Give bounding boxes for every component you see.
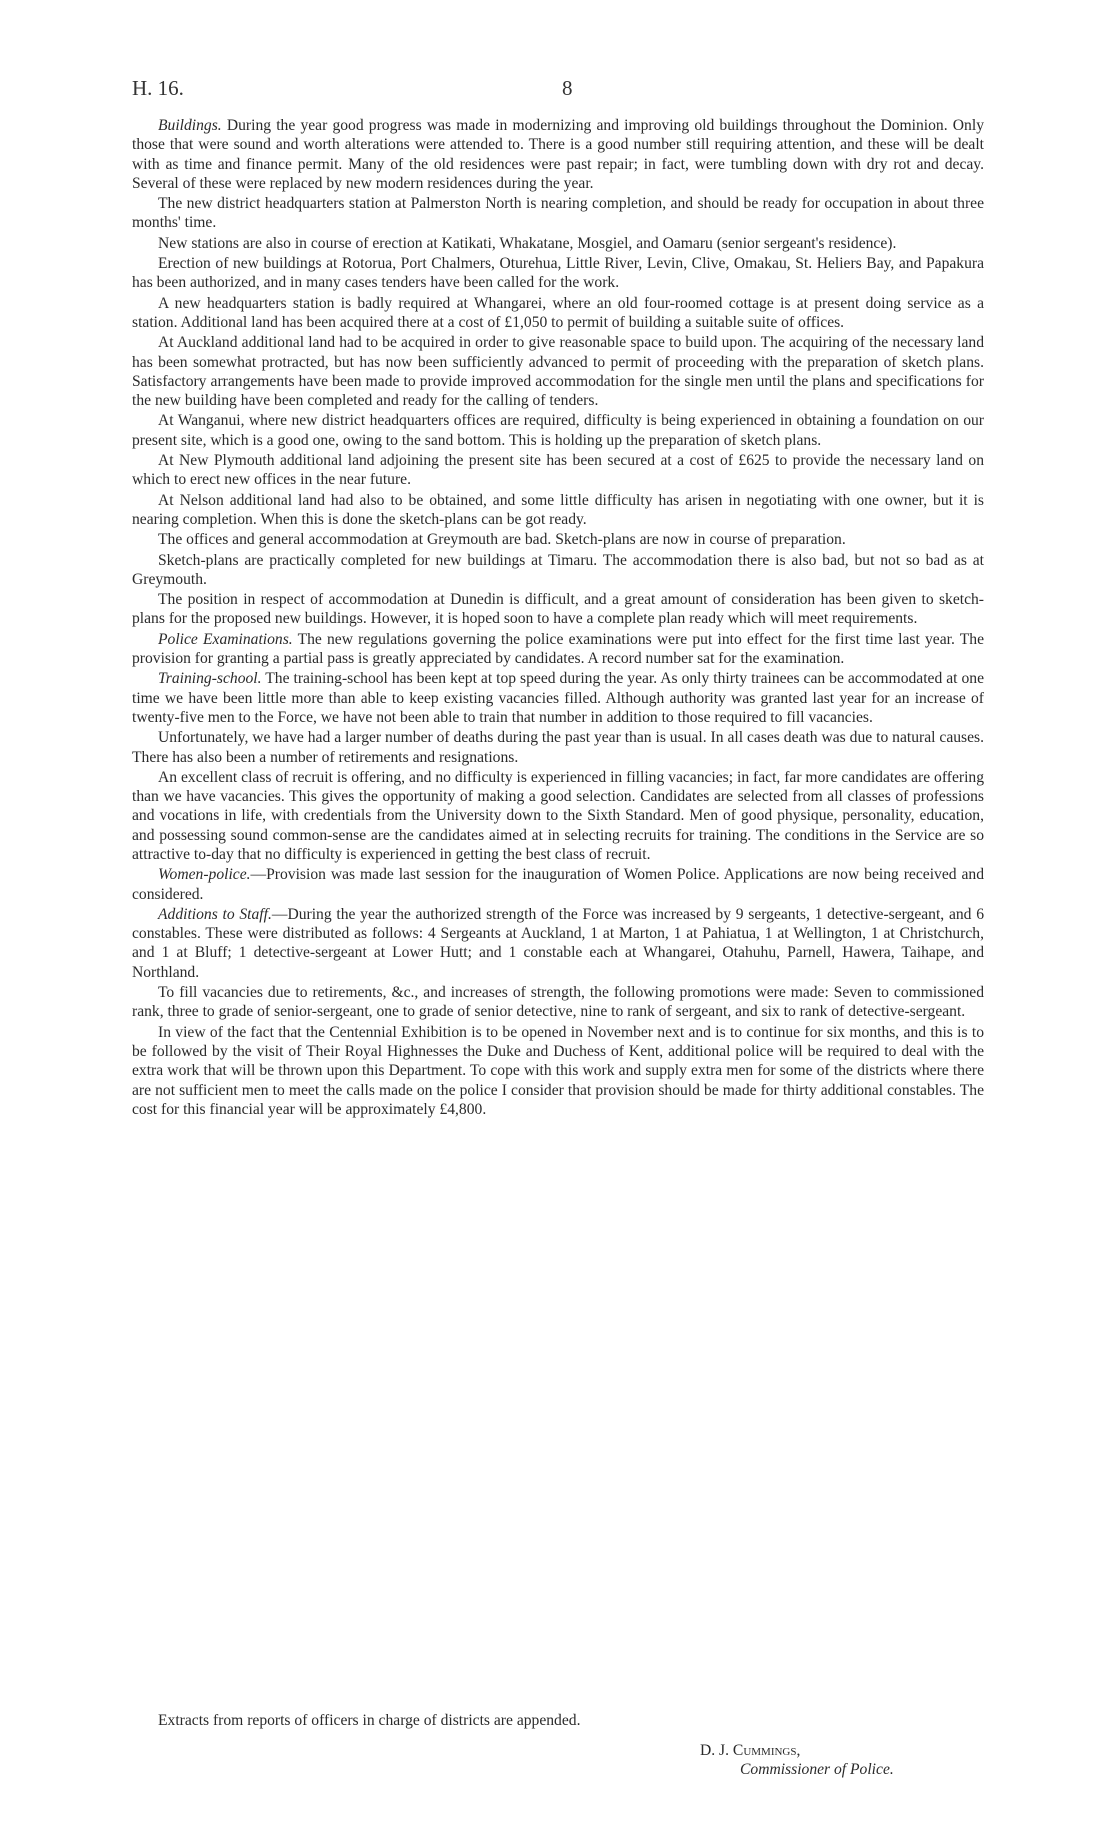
paragraph-text: —Provision was made last session for the inauguration of Women Police. Applications are now being received and considered. <box>132 866 984 903</box>
report-body <box>132 116 984 1119</box>
body-paragraph <box>132 728 984 767</box>
paragraph-text: Erection of new buildings at Rotorua, Port Chalmers, Oturehua, Little River, Levin, Clive, Omakau, St. Heliers Bay, and Papakura has been authorized, and in many cases tenders have been called for the work. <box>132 255 984 292</box>
signature-block <box>700 1741 990 1780</box>
paragraph-text: To fill vacancies due to retirements, &c., and increases of strength, the following promotions were made: Seven to commissioned rank, three to grade of senior-sergeant, one to grade of senior detective, nine to rank of sergeant, and six to rank of detective-sergeant. <box>132 984 984 1021</box>
body-paragraph <box>132 333 984 410</box>
body-paragraph <box>132 983 984 1022</box>
paragraph-text: At Auckland additional land had to be acquired in order to give reasonable space to build upon. The acquiring of the necessary land has been somewhat protracted, but has now been sufficiently advanced to permit of proceeding with the preparation of sketch plans. Satisfactory arrangements have been made to provide improved accommodation for the single men until the plans and specifications for the new building have been completed and ready for the calling of tenders. <box>132 334 984 410</box>
paragraph-text: —During the year the authorized strength of the Force was increased by 9 sergeants, 1 detective-sergeant, and 6 constables. These were distributed as follows: 4 Sergeants at Auckland, 1 at Marton, 1 at Pahiatua, 1 at Wellington, 1 at Christchurch, and 1 at Bluff; 1 detective-sergeant at Lower Hutt; and 1 constable each at Whangarei, Otahuhu, Parnell, Hawera, Taihape, and Northland. <box>132 905 984 981</box>
body-paragraph <box>132 116 984 193</box>
body-paragraph <box>132 194 984 233</box>
signatory-title: Commissioner of Police. <box>740 1761 894 1779</box>
body-paragraph <box>132 530 984 549</box>
paragraph-text: The new regulations governing the police examinations were put into effect for the first time last year. The provision for granting a partial pass is greatly appreciated by candidates. A record number sat for the examination. <box>132 630 984 668</box>
closing-line: Extracts from reports of officers in charge of districts are appended. <box>158 1712 581 1729</box>
paragraph-heading: Women-police. <box>158 866 251 884</box>
paragraph-text: Unfortunately, we have had a larger number of deaths during the past year than is usual. In all cases death was due to natural causes. There has also been a number of retirements and resignations. <box>132 729 984 766</box>
paragraph-text: During the year good progress was made in modernizing and improving old buildings throughout the Dominion. Only those that were sound and worth alterations were attended to. There is a good number still requiring attention, and these will be dealt with as time and finance permit. Many of the old residences were past repair; in fact, were tumbling down with dry rot and decay. Several of these were replaced by new modern residences during the year. <box>132 117 984 192</box>
body-paragraph <box>132 630 984 669</box>
body-paragraph <box>132 590 984 629</box>
body-paragraph <box>132 1023 984 1119</box>
body-paragraph <box>132 234 984 253</box>
paragraph-text: New stations are also in course of erection at Katikati, Whakatane, Mosgiel, and Oamaru (senior sergeant's residence). <box>158 234 897 252</box>
paragraph-text: In view of the fact that the Centennial Exhibition is to be opened in November next and is to continue for six months, and this is to be followed by the visit of Their Royal Highnesses the Duke and Duchess of Kent, additional police will be required to deal with the extra work that will be thrown upon this Department. To cope with this work and supply extra men for some of the districts where there are not sufficient men to meet the calls made on the police I consider that provision should be made for thirty additional constables. The cost for this financial year will be approximately £4,800. <box>132 1023 984 1118</box>
paragraph-heading: Buildings. <box>158 117 222 134</box>
body-paragraph <box>132 411 984 450</box>
paragraph-text: At Wanganui, where new district headquarters offices are required, difficulty is being experienced in obtaining a foundation on our present site, which is a good one, owing to the sand bottom. This is holding up the preparation of sketch plans. <box>132 412 984 449</box>
document-code: H. 16. <box>132 76 184 100</box>
body-paragraph <box>132 491 984 530</box>
body-paragraph <box>132 254 984 293</box>
paragraph-heading: Training-school. <box>158 670 262 688</box>
paragraph-text: At Nelson additional land had also to be obtained, and some little difficulty has arisen in negotiating with one owner, but it is nearing completion. When this is done the sketch-plans can be got ready. <box>132 491 984 528</box>
body-paragraph <box>132 768 984 864</box>
paragraph-text: An excellent class of recruit is offering, and no difficulty is experienced in filling vacancies; in fact, far more candidates are offering than we have vacancies. This gives the opportunity of making a good selection. Candidates are selected from all classes of professions and vocations in life, with credentials from the University down to the Sixth Standard. Men of good physique, personality, education, and possessing sound common-sense are the candidates aimed at in selecting recruits for training. The conditions in the Service are so attractive to-day that no difficulty is experienced in getting the best class of recruit. <box>132 768 984 863</box>
page-number: 8 <box>562 76 573 100</box>
body-paragraph <box>132 551 984 590</box>
body-paragraph <box>132 905 984 982</box>
signatory-name: D. J. Cummings, <box>700 1742 801 1759</box>
paragraph-heading: Additions to Staff. <box>158 905 272 923</box>
body-paragraph <box>132 451 984 490</box>
paragraph-text: The position in respect of accommodation at Dunedin is difficult, and a great amount of consideration has been given to sketch-plans for the proposed new buildings. However, it is hoped soon to have a complete plan ready which will meet requirements. <box>132 591 984 628</box>
paragraph-text: The offices and general accommodation at Greymouth are bad. Sketch-plans are now in course of preparation. <box>158 531 846 549</box>
paragraph-heading: Police Examinations. <box>158 630 293 648</box>
paragraph-text: A new headquarters station is badly required at Whangarei, where an old four-roomed cottage is at present doing service as a station. Additional land has been acquired there at a cost of £1,050 to permit of building a suitable suite of offices. <box>132 294 984 331</box>
paragraph-text: The training-school has been kept at top speed during the year. As only thirty trainees can be accommodated at one time we have been little more than able to keep existing vacancies filled. Although authority was granted last year for an increase of twenty-five men to the Force, we have not been able to train that number in addition to those required to fill vacancies. <box>132 670 984 726</box>
body-paragraph <box>132 294 984 333</box>
paragraph-text: Sketch-plans are practically completed for new buildings at Timaru. The accommodation there is also bad, but not so bad as at Greymouth. <box>132 551 984 588</box>
body-paragraph <box>132 669 984 727</box>
body-paragraph <box>132 865 984 904</box>
paragraph-text: At New Plymouth additional land adjoining the present site has been secured at a cost of £625 to provide the necessary land on which to erect new offices in the near future. <box>132 452 984 489</box>
page-header <box>132 76 982 106</box>
paragraph-text: The new district headquarters station at Palmerston North is nearing completion, and should be ready for occupation in about three months' time. <box>132 195 984 232</box>
